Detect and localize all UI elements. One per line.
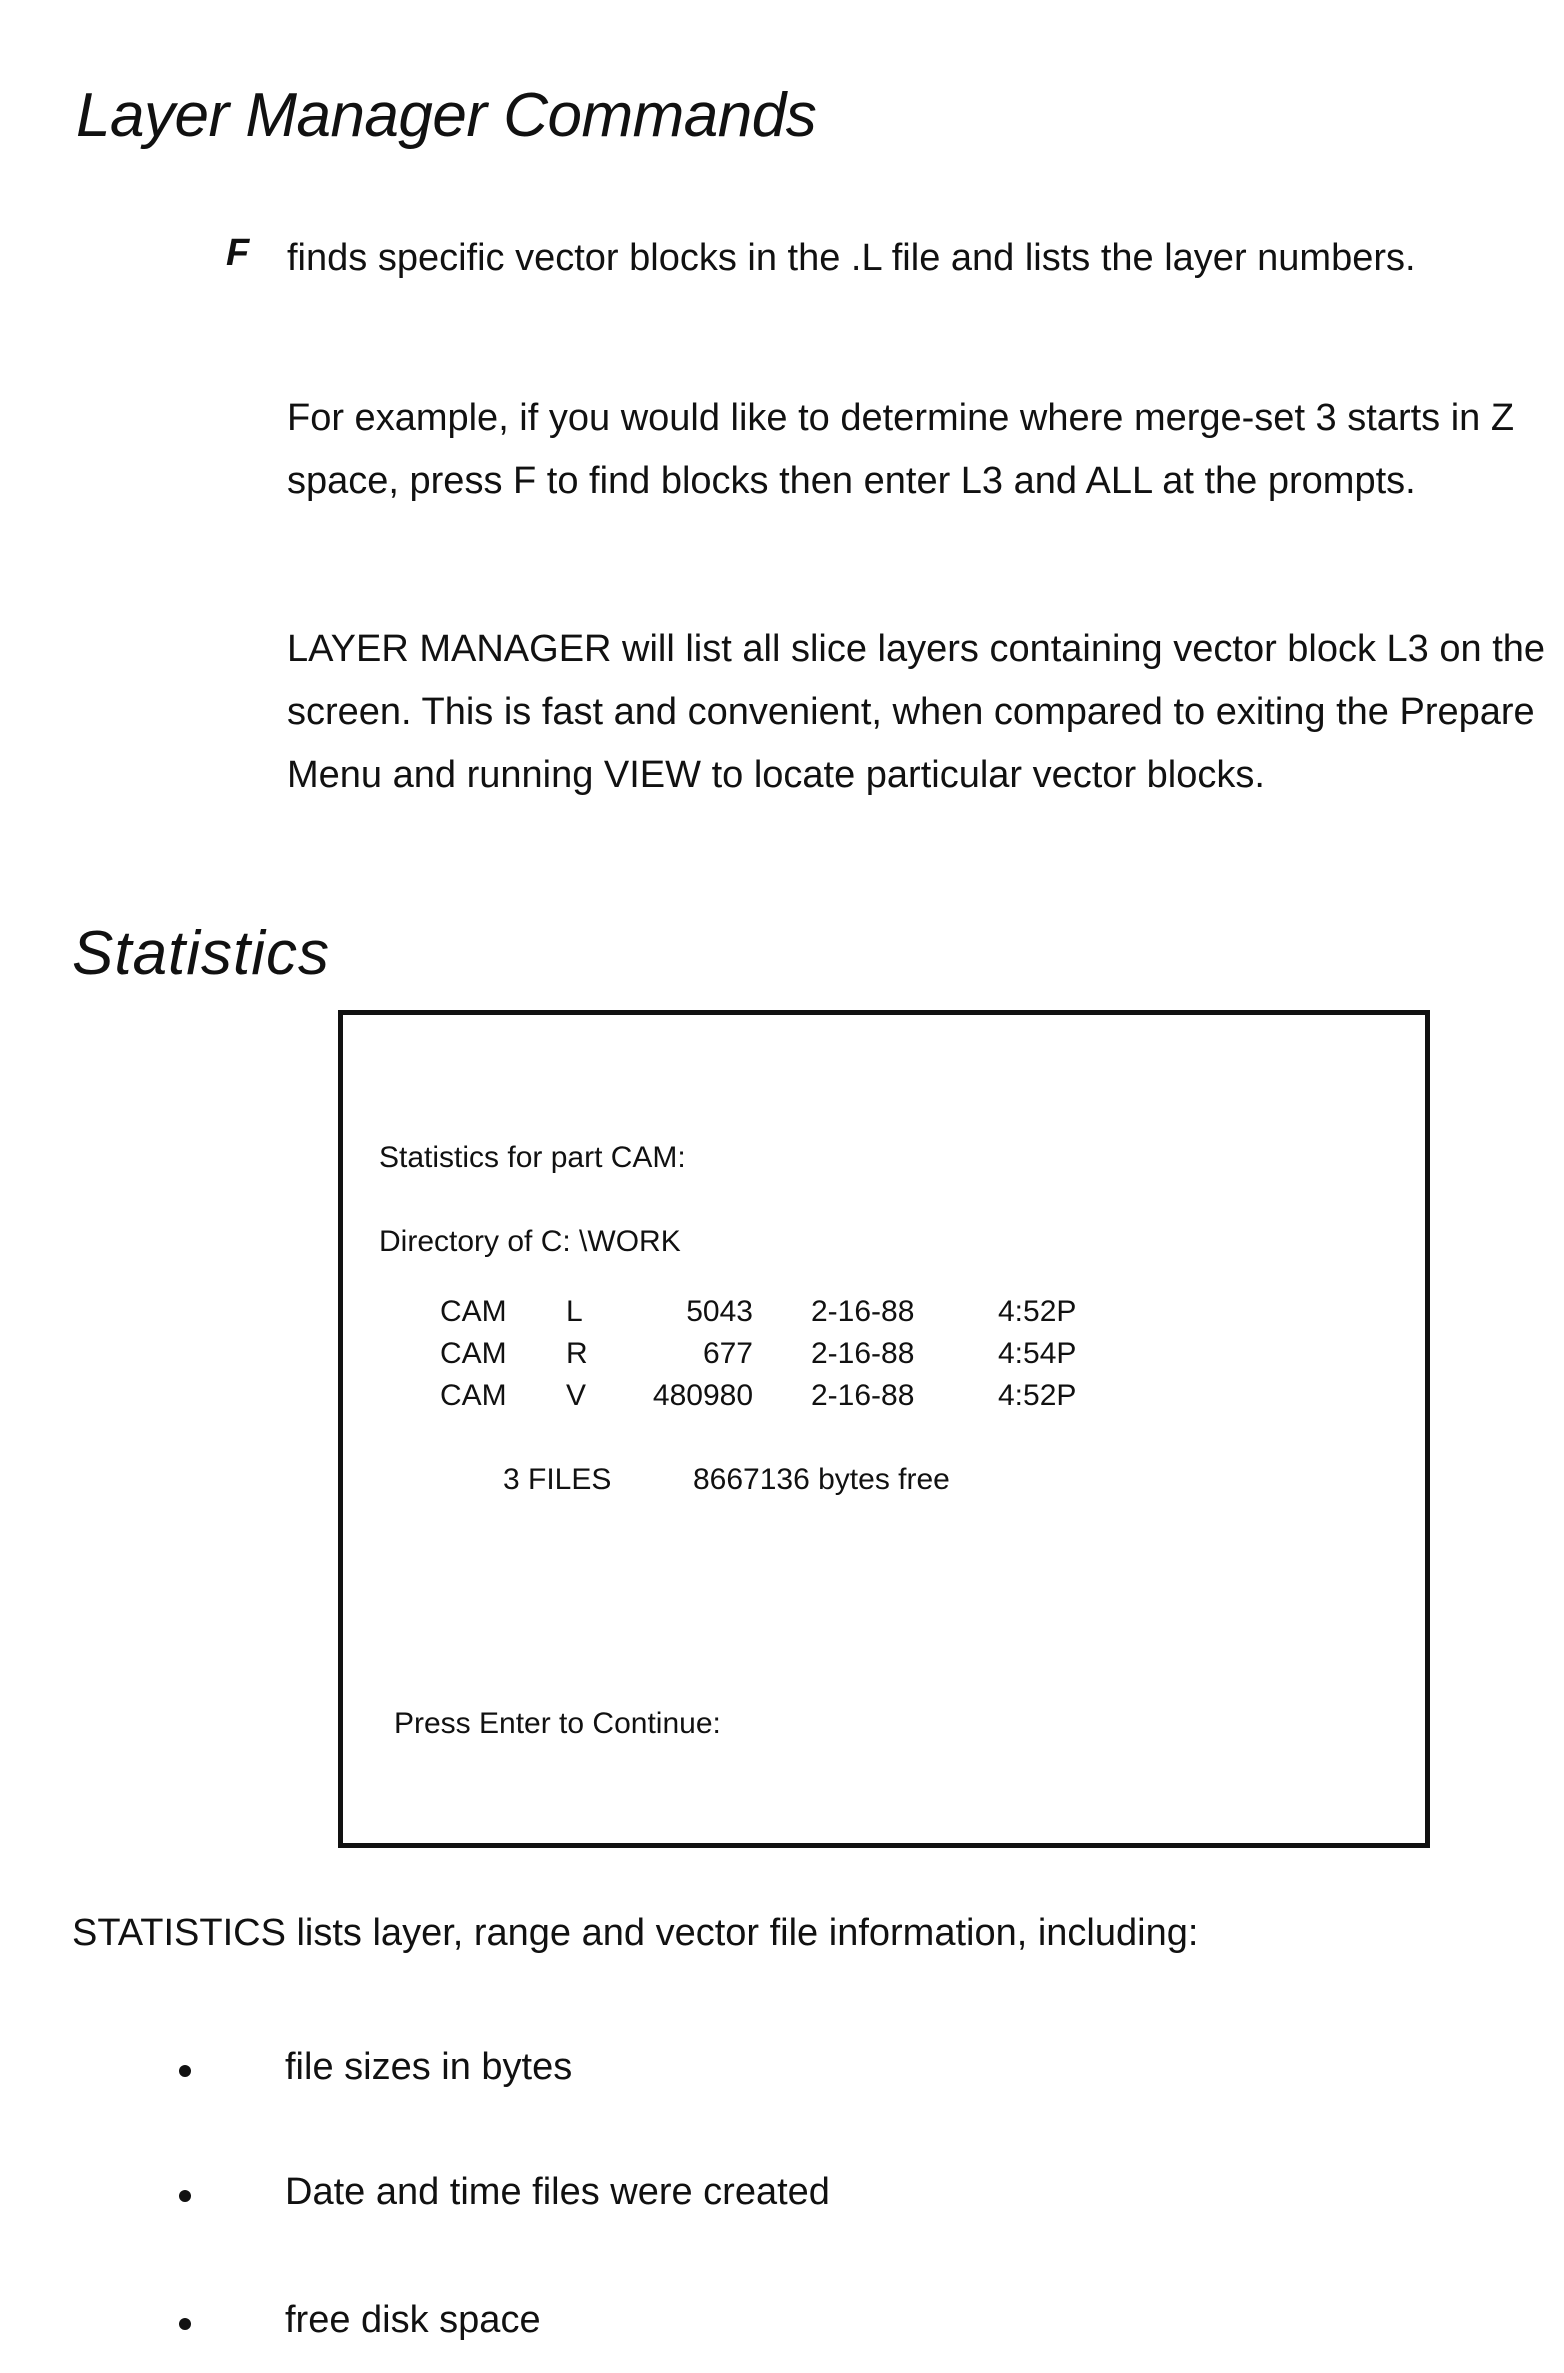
statistics-screen <box>338 1010 1430 1848</box>
file-date: 2-16-88 <box>811 1337 914 1371</box>
file-ext: V <box>566 1379 586 1413</box>
file-count: 3 FILES <box>503 1463 611 1497</box>
screen-directory: Directory of C: \WORK <box>379 1225 681 1259</box>
continue-prompt: Press Enter to Continue: <box>394 1707 721 1741</box>
command-detail: LAYER MANAGER will list all slice layers containing vector block L3 on the screen. This is fast and convenient, when compared to exiting the Prepare Menu and running VIEW to locate particular vector blocks. <box>287 618 1547 807</box>
file-time: 4:52P <box>998 1295 1076 1329</box>
file-name: CAM <box>440 1295 507 1329</box>
bullet-icon <box>179 2065 191 2077</box>
bullet-text: Date and time files were created <box>285 2171 830 2214</box>
file-ext: L <box>566 1295 583 1329</box>
section-heading-layer-manager-commands: Layer Manager Commands <box>76 80 816 151</box>
bytes-free: 8667136 bytes free <box>693 1463 950 1497</box>
bullet-text: file sizes in bytes <box>285 2046 572 2089</box>
file-size: 677 <box>613 1337 753 1371</box>
file-date: 2-16-88 <box>811 1295 914 1329</box>
statistics-summary: STATISTICS lists layer, range and vector file information, including: <box>72 1912 1198 1955</box>
file-size: 5043 <box>613 1295 753 1329</box>
file-name: CAM <box>440 1379 507 1413</box>
file-ext: R <box>566 1337 588 1371</box>
section-heading-statistics: Statistics <box>72 918 330 989</box>
bullet-text: free disk space <box>285 2299 541 2342</box>
screen-title: Statistics for part CAM: <box>379 1141 686 1175</box>
bullet-icon <box>179 2190 191 2202</box>
file-size: 480980 <box>613 1379 753 1413</box>
file-time: 4:52P <box>998 1379 1076 1413</box>
file-name: CAM <box>440 1337 507 1371</box>
file-date: 2-16-88 <box>811 1379 914 1413</box>
file-time: 4:54P <box>998 1337 1076 1371</box>
command-key-f: F <box>226 232 249 275</box>
bullet-icon <box>179 2318 191 2330</box>
command-example: For example, if you would like to determine where merge-set 3 starts in Z space, press F to find blocks then enter L3 and ALL at the prompts. <box>287 387 1547 513</box>
command-description: finds specific vector blocks in the .L file and lists the layer numbers. <box>287 227 1427 290</box>
